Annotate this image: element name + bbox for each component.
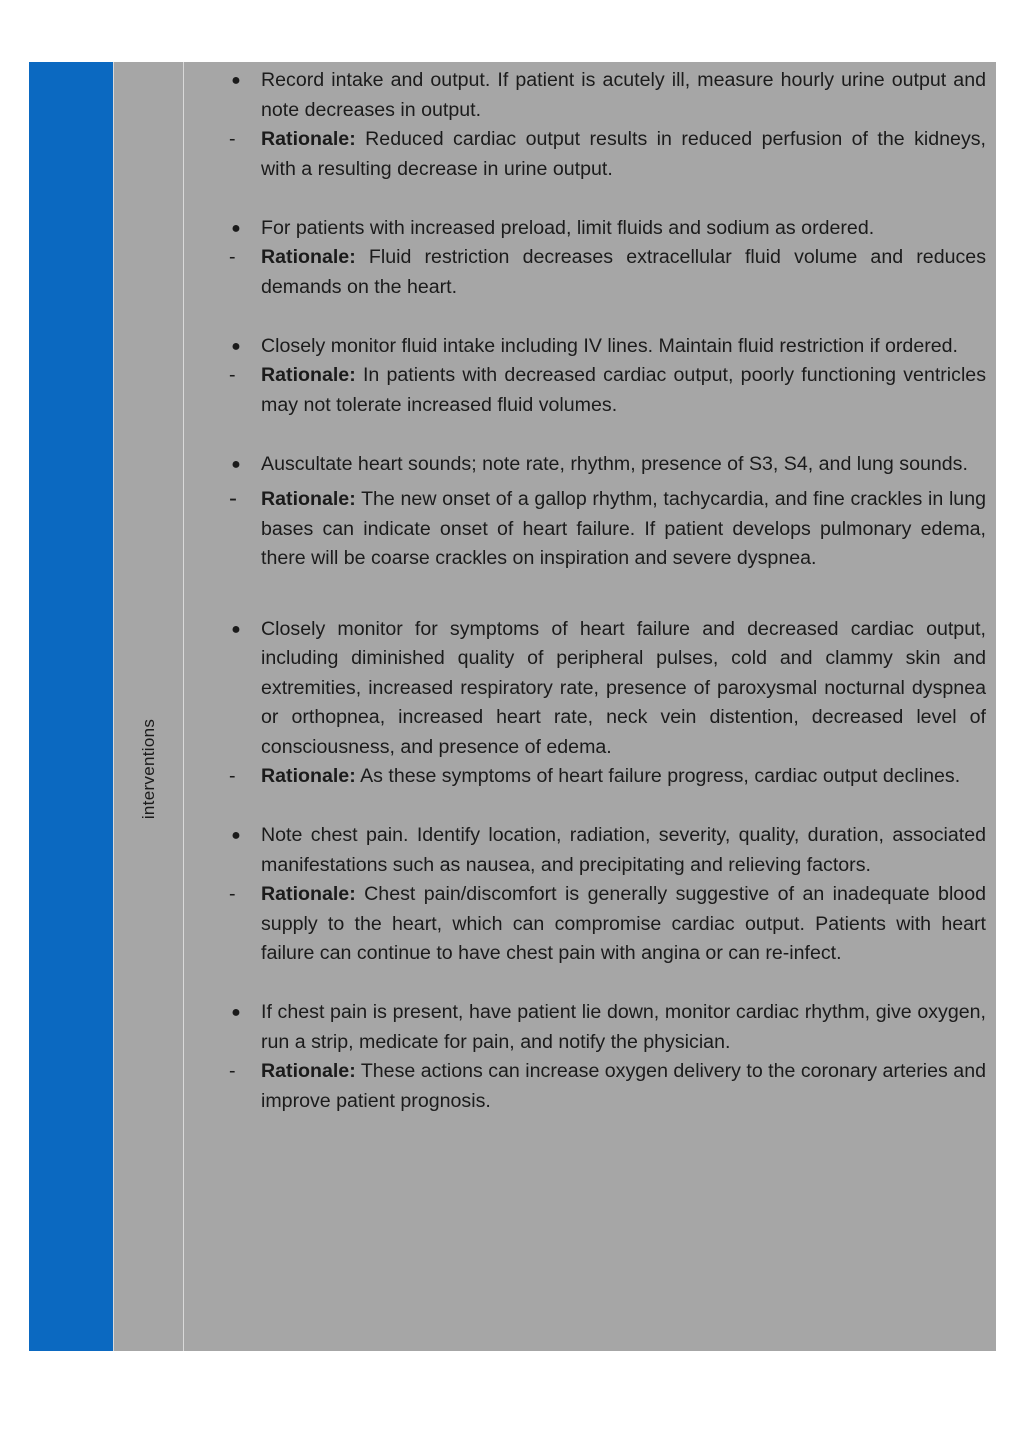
dash-icon: - — [229, 364, 236, 386]
intervention-item — [226, 998, 986, 1057]
dash-icon: - — [229, 246, 236, 268]
rationale-text: These actions can increase oxygen delivery to the coronary arteries and improve patient prognosis. — [261, 1060, 986, 1112]
rationale-item — [226, 125, 986, 184]
rationale-text: Fluid restriction decreases extracellular fluid volume and reduces demands on the heart. — [261, 246, 986, 298]
rationale-text: Reduced cardiac output results in reduced perfusion of the kidneys, with a resulting decrease in urine output. — [261, 128, 986, 180]
intervention-group — [226, 332, 986, 421]
interventions-cell — [184, 62, 996, 1351]
intervention-item — [226, 66, 986, 125]
section-label-cell — [113, 62, 184, 1351]
rationale-item — [226, 880, 986, 969]
intervention-group — [226, 66, 986, 184]
intervention-text: Auscultate heart sounds; note rate, rhythm, presence of S3, S4, and lung sounds. — [261, 452, 968, 475]
dash-icon: - — [229, 128, 236, 150]
intervention-item — [226, 615, 986, 763]
intervention-item — [226, 821, 986, 880]
intervention-group — [226, 615, 986, 792]
bullet-icon: ● — [231, 72, 241, 89]
care-plan-table — [29, 62, 996, 1351]
interventions-list — [226, 66, 986, 1146]
dash-icon: - — [229, 1060, 236, 1082]
intervention-text: Closely monitor fluid intake including IV lines. Maintain fluid restriction if ordered. — [261, 334, 958, 357]
intervention-group — [226, 214, 986, 303]
bullet-icon: ● — [231, 337, 241, 355]
rationale-item — [226, 485, 986, 574]
section-label: interventions — [138, 718, 158, 820]
intervention-item — [226, 450, 986, 480]
intervention-group — [226, 998, 986, 1116]
rationale-label: Rationale: — [261, 128, 356, 150]
intervention-text: Note chest pain. Identify location, radiation, severity, quality, duration, associated manifestations such as nausea, and precipitating and relieving factors. — [261, 824, 986, 876]
intervention-item — [226, 332, 986, 362]
dash-icon: - — [229, 485, 237, 512]
bullet-icon: ● — [231, 219, 241, 237]
intervention-text: Record intake and output. If patient is acutely ill, measure hourly urine output and note decreases in output. — [261, 69, 986, 121]
rationale-label: Rationale: — [261, 364, 356, 386]
rationale-text: Chest pain/discomfort is generally suggestive of an inadequate blood supply to the heart, which can compromise cardiac output. Patients with heart failure can continue to have chest pain with angina or can re-infect. — [261, 883, 986, 964]
bullet-icon: ● — [231, 1004, 241, 1021]
rationale-label: Rationale: — [261, 246, 356, 268]
rationale-item — [226, 1057, 986, 1116]
intervention-group — [226, 821, 986, 969]
rationale-text: As these symptoms of heart failure progress, cardiac output declines. — [360, 765, 961, 787]
rationale-item — [226, 243, 986, 302]
rationale-text: The new onset of a gallop rhythm, tachycardia, and fine crackles in lung bases can indicate onset of heart failure. If patient develops pulmonary edema, there will be coarse crackles on inspiration and severe dyspnea. — [261, 488, 986, 569]
rationale-label: Rationale: — [261, 883, 356, 905]
intervention-text: If chest pain is present, have patient lie down, monitor cardiac rhythm, give oxygen, run a strip, medicate for pain, and notify the physician. — [261, 1001, 986, 1053]
intervention-item — [226, 214, 986, 244]
rationale-label: Rationale: — [261, 1060, 356, 1082]
rationale-item — [226, 361, 986, 420]
section-color-bar — [29, 62, 113, 1351]
dash-icon: - — [229, 883, 236, 905]
bullet-icon: ● — [231, 620, 241, 638]
rationale-text: In patients with decreased cardiac output, poorly functioning ventricles may not tolerate increased fluid volumes. — [261, 364, 987, 416]
dash-icon: - — [229, 765, 236, 787]
rationale-label: Rationale: — [261, 765, 356, 787]
intervention-text: For patients with increased preload, limit fluids and sodium as ordered. — [261, 216, 875, 239]
intervention-group — [226, 450, 986, 574]
bullet-icon: ● — [231, 455, 241, 473]
rationale-label: Rationale: — [261, 488, 356, 510]
rationale-item — [226, 762, 986, 792]
bullet-icon: ● — [231, 827, 241, 844]
intervention-text: Closely monitor for symptoms of heart failure and decreased cardiac output, including diminished quality of peripheral pulses, cold and clammy skin and extremities, increased respiratory rate, presence of paroxysmal nocturnal dyspnea or orthopnea, increased heart rate, neck vein distention, decreased level of consciousness, and presence of edema. — [261, 617, 986, 758]
